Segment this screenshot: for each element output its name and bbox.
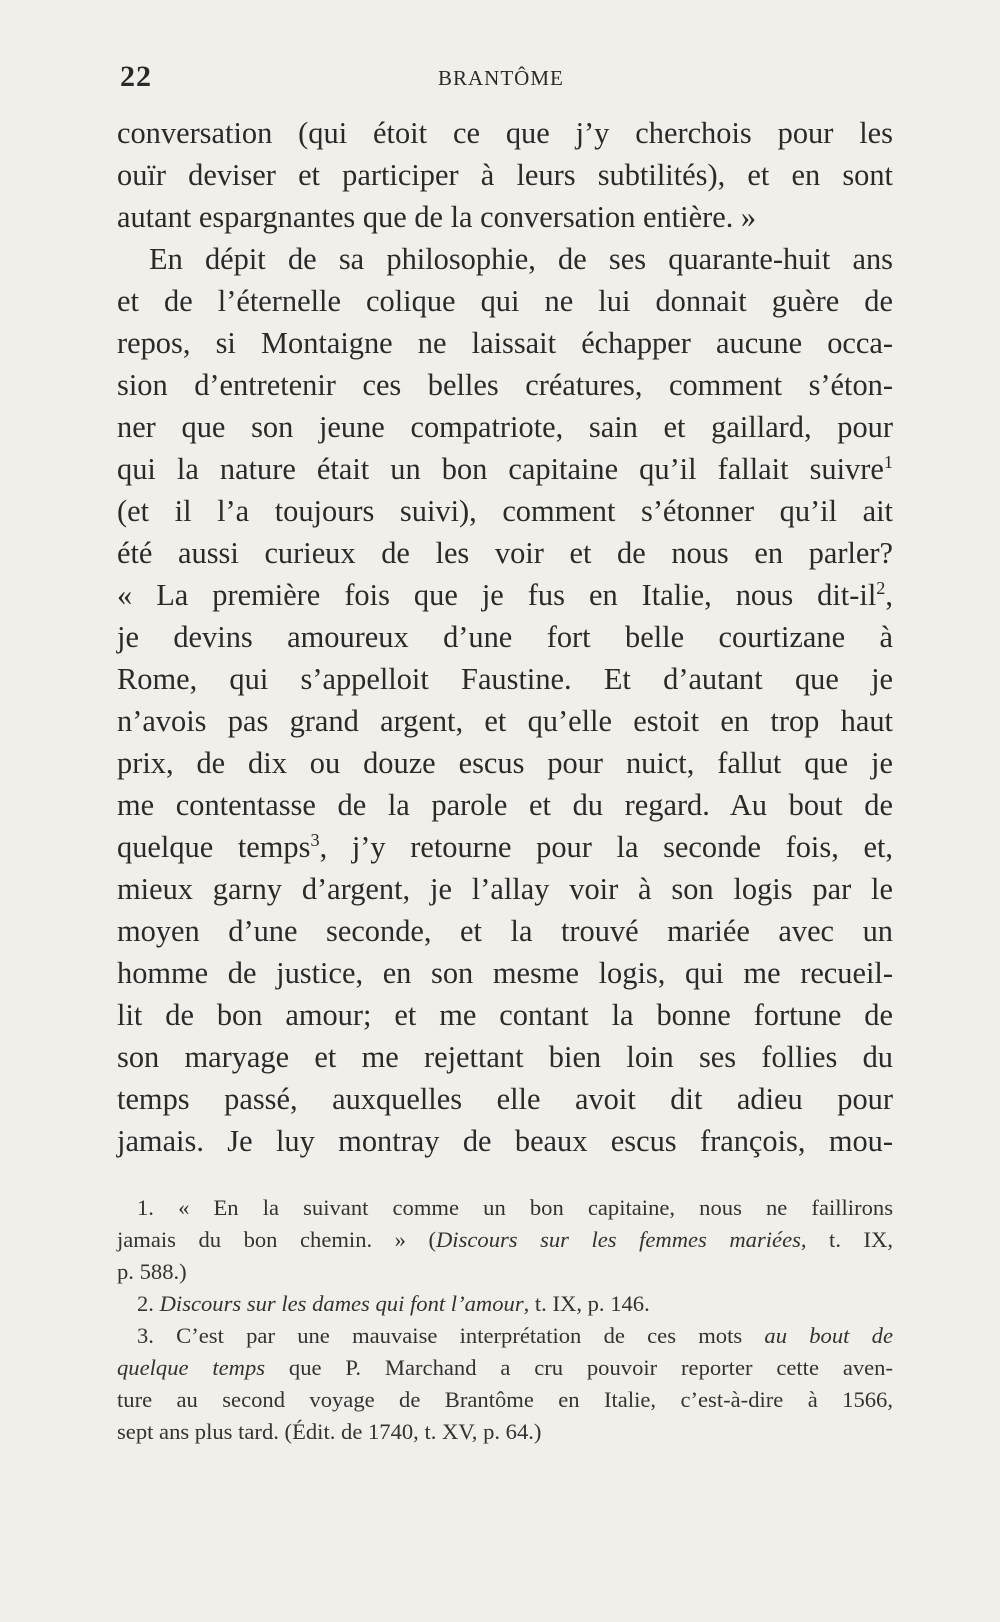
line-text: , j’y retourne pour la seconde fois, et, <box>319 830 893 864</box>
footnote-marker: 3 <box>310 829 320 850</box>
text-line: été aussi curieux de les voir et de nous en parler? <box>117 536 893 570</box>
footnote-text: que P. Marchand a cru pouvoir reporter cette aven- <box>265 1355 893 1380</box>
text-line: repos, si Montaigne ne laissait échapper aucune occa- <box>117 326 893 360</box>
text-line <box>117 826 893 868</box>
footnote-text: , t. IX, p. 146. <box>523 1291 650 1316</box>
line-text: , <box>885 578 893 612</box>
text-line <box>117 448 893 490</box>
text-line: jamais. Je luy montray de beaux escus françois, mou- <box>117 1124 893 1158</box>
line-text: « La première fois que je fus en Italie, nous dit-il <box>117 578 877 612</box>
text-line: ouïr deviser et participer à leurs subtilités), et en sont <box>117 158 893 192</box>
text-line: (et il l’a toujours suivi), comment s’étonner qu’il ait <box>117 494 893 528</box>
text-line: n’avois pas grand argent, et qu’elle estoit en trop haut <box>117 704 893 738</box>
text-line: autant espargnantes que de la conversation entière. » <box>117 200 757 234</box>
footnote-3-line <box>117 1320 893 1352</box>
footnote-title: Discours sur les femmes mariées <box>435 1227 801 1252</box>
text-line: homme de justice, en son mesme logis, qui me recueil- <box>117 956 893 990</box>
text-line: je devins amoureux d’une fort belle courtizane à <box>117 620 893 654</box>
text-line <box>117 574 893 616</box>
text-line: conversation (qui étoit ce que j’y cherchois pour les <box>117 116 893 150</box>
footnote-title: Discours sur les dames qui font l’amour <box>159 1291 524 1316</box>
text-line: moyen d’une seconde, et la trouvé mariée avec un <box>117 914 893 948</box>
text-line: et de l’éternelle colique qui ne lui donnait guère de <box>117 284 893 318</box>
text-line: ner que son jeune compatriote, sain et gaillard, pour <box>117 410 893 444</box>
footnote-marker: 2 <box>876 577 886 598</box>
footnote-3-line <box>117 1352 893 1384</box>
footnote-1-line: 1. « En la suivant comme un bon capitaine, nous ne faillirons <box>137 1195 893 1220</box>
text-line: mieux garny d’argent, je l’allay voir à son logis par le <box>117 872 893 906</box>
footnote-text: 3. C’est par une mauvaise interprétation de ces mots <box>137 1323 765 1348</box>
text-line: temps passé, auxquelles elle avoit dit adieu pour <box>117 1082 893 1116</box>
footnote-2-line <box>117 1288 893 1320</box>
footnotes <box>117 1192 893 1448</box>
footnote-text: , t. IX, <box>800 1227 893 1252</box>
footnote-marker: 1 <box>883 451 893 472</box>
footnote-3-line: ture au second voyage de Brantôme en Italie, c’est-à-dire à 1566, <box>117 1387 893 1412</box>
footnote-1-line: p. 588.) <box>117 1259 187 1284</box>
text-line: Rome, qui s’appelloit Faustine. Et d’autant que je <box>117 662 893 696</box>
body-text <box>117 112 893 1162</box>
footnote-title: au bout de <box>764 1323 893 1348</box>
text-line: sion d’entretenir ces belles créatures, comment s’éton- <box>117 368 893 402</box>
running-title: BRANTÔME <box>438 66 564 90</box>
text-line: lit de bon amour; et me contant la bonne fortune de <box>117 998 893 1032</box>
text-line: son maryage et me rejettant bien loin ses follies du <box>117 1040 893 1074</box>
text-line: me contentasse de la parole et du regard. Au bout de <box>117 788 893 822</box>
line-text: quelque temps <box>117 830 311 864</box>
footnote-1-line <box>117 1224 893 1256</box>
line-text: qui la nature était un bon capitaine qu’il fallait suivre <box>117 452 884 486</box>
page-number: 22 <box>120 60 152 93</box>
footnote-title: quelque temps <box>117 1355 266 1380</box>
page-header <box>120 60 890 100</box>
text-line: En dépit de sa philosophie, de ses quarante-huit ans <box>149 242 893 276</box>
footnote-3-line: sept ans plus tard. (Édit. de 1740, t. XV, p. 64.) <box>117 1419 542 1444</box>
footnote-text: 2. <box>137 1291 160 1316</box>
footnote-text: jamais du bon chemin. » ( <box>117 1227 436 1252</box>
text-line: prix, de dix ou douze escus pour nuict, fallut que je <box>117 746 893 780</box>
